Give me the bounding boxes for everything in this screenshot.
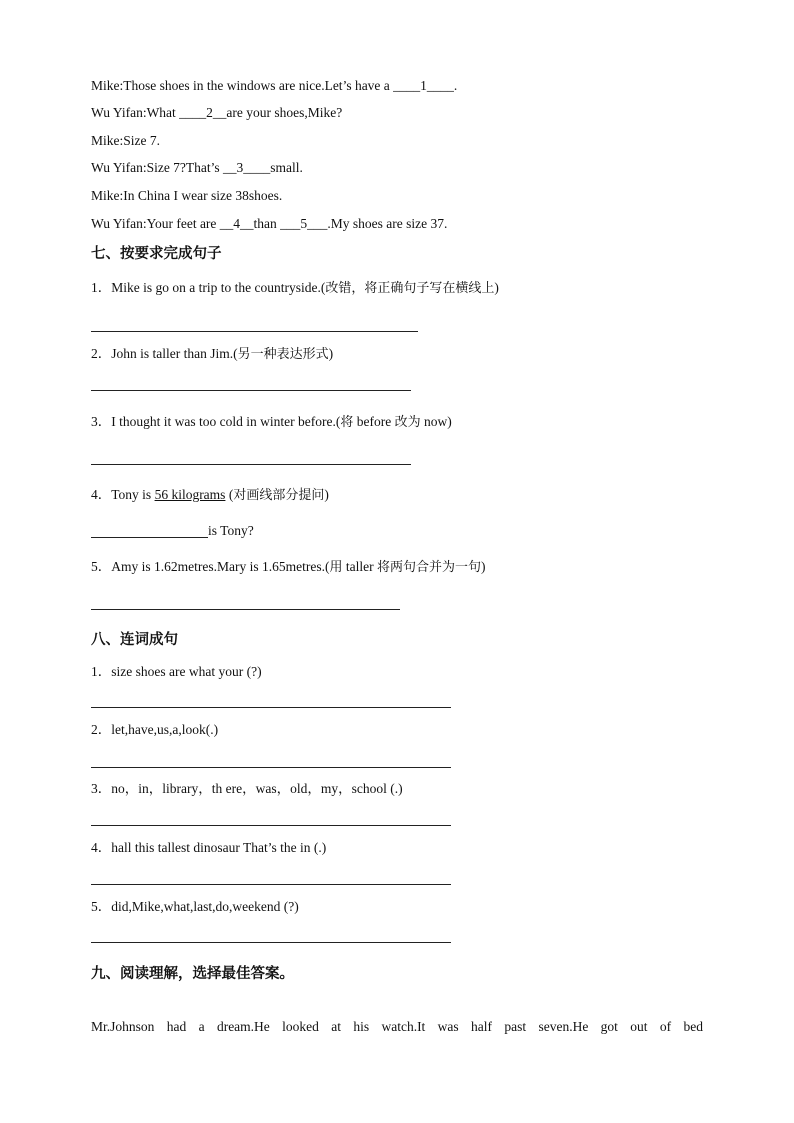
answer-blank-s7-4[interactable] [91,523,208,538]
s7-question-1 [91,279,499,298]
q-text: Mike is go on a trip to the countryside.( [111,280,326,295]
q-end: ) [480,559,486,574]
q-text-mid: taller [342,559,377,574]
answer-line-s8-3[interactable] [91,825,451,826]
s7-question-2 [91,345,333,364]
q-text: I thought it was too cold in winter before.( [111,414,341,429]
q-text: Tony is [111,487,155,502]
s8-item-3: 3．no，in，library，th ere，was，old，my，school (.) [91,781,403,796]
s8-item-4: 4．hall this tallest dinosaur That’s the in (.) [91,840,327,855]
q-instruction: 用 [329,560,343,575]
q-end: ) [324,487,329,502]
q-instruction: 对画线部分提问 [233,488,325,503]
q-number: 2． [91,346,112,361]
q-number: 3． [91,414,112,429]
section-9-title: 九、阅读理解，选择最佳答案。 [91,966,294,982]
q-text: John is taller than Jim.( [111,346,238,361]
q-number: 1． [91,280,112,295]
q-end: ) [328,346,334,361]
dialogue-line-2: Wu Yifan:What ____2__are your shoes,Mike? [91,105,343,120]
s7-question-3 [91,413,452,432]
answer-line-s8-2[interactable] [91,767,451,768]
s8-item-5: 5．did,Mike,what,last,do,weekend (?) [91,899,299,914]
answer-line-s7-5[interactable] [91,609,400,610]
s8-item-1: 1．size shoes are what your (?) [91,664,262,679]
answer-line-s7-1[interactable] [91,331,418,332]
q-end: ) [494,280,499,295]
underlined-phrase: 56 kilograms [154,487,226,502]
q-instruction-2: 改为 [394,415,421,430]
answer-line-s8-1[interactable] [91,707,451,708]
q-instruction-2: 将两句合并为一句 [376,560,481,575]
s7-question-4-answer [91,522,254,540]
q-text: is Tony? [208,523,254,538]
section-8-title: 八、连词成句 [91,632,178,648]
s8-item-2: 2．let,have,us,a,look(.) [91,722,219,737]
answer-line-s7-3[interactable] [91,464,411,465]
section-7-title: 七、按要求完成句子 [91,246,222,262]
q-number: 5． [91,559,112,574]
q-instruction: 改错，将正确句子写在横线上 [325,281,495,296]
q-instruction: 将 [340,415,354,430]
answer-line-s7-2[interactable] [91,390,411,391]
q-text-2: ( [225,487,234,502]
q-instruction: 另一种表达形式 [237,347,329,362]
q-text-mid: before [353,414,395,429]
q-end: now) [420,414,452,429]
s7-question-5 [91,558,485,577]
q-text: Amy is 1.62metres.Mary is 1.65metres.( [111,559,330,574]
answer-line-s8-4[interactable] [91,884,451,885]
q-number: 4． [91,487,112,502]
s7-question-4 [91,486,329,505]
dialogue-line-3: Mike:Size 7. [91,133,160,148]
dialogue-line-5: Mike:In China I wear size 38shoes. [91,188,283,203]
answer-line-s8-5[interactable] [91,942,451,943]
dialogue-line-4: Wu Yifan:Size 7?That’s __3____small. [91,160,303,175]
dialogue-line-6: Wu Yifan:Your feet are __4__than ___5___.My shoes are size 37. [91,216,448,231]
dialogue-line-1: Mike:Those shoes in the windows are nice.Let’s have a ____1____. [91,78,458,93]
reading-passage: Mr.Johnson had a dream.He looked at his watch.It was half past seven.He got out of bed [91,1019,703,1034]
